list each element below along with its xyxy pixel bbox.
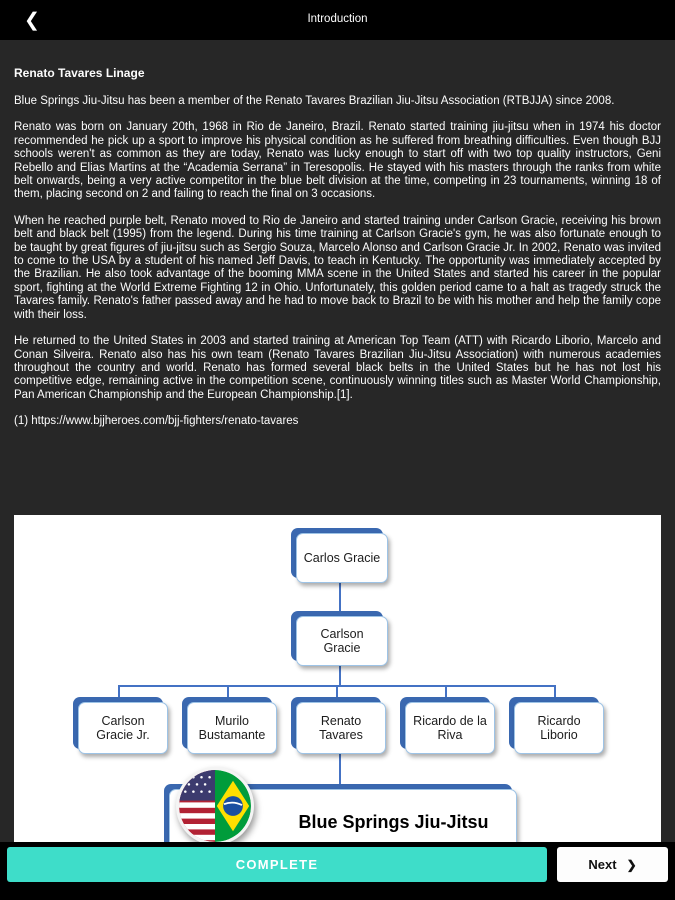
tree-node-carlos-gracie bbox=[291, 528, 383, 578]
tree-node-renato-tavares bbox=[291, 697, 381, 749]
connector-line bbox=[336, 685, 338, 697]
chevron-right-icon: ❯ bbox=[626, 857, 637, 872]
tree-node-label: Ricardo de la Riva bbox=[405, 702, 495, 754]
connector-line bbox=[554, 685, 556, 697]
next-button[interactable] bbox=[557, 847, 668, 882]
article-content bbox=[0, 40, 675, 442]
tree-node-label: Carlson Gracie bbox=[296, 616, 388, 666]
bottom-bar bbox=[0, 842, 675, 900]
flags-svg bbox=[179, 770, 251, 842]
usa-brazil-flags-icon bbox=[176, 767, 254, 842]
connector-line bbox=[227, 685, 229, 697]
connector-line bbox=[339, 666, 341, 685]
tree-node-label: Carlson Gracie Jr. bbox=[78, 702, 168, 754]
top-bar bbox=[0, 0, 675, 40]
complete-button[interactable]: COMPLETE bbox=[7, 847, 547, 882]
connector-line bbox=[118, 685, 120, 697]
tree-node-ricardo-liborio bbox=[509, 697, 599, 749]
tree-node-label: Carlos Gracie bbox=[296, 533, 388, 583]
paragraph: When he reached purple belt, Renato moved to Rio de Janeiro and started training under Carlson Gracie, receiving his brown belt and black belt (1995) from the legend. During his time training at Carlson Gracie's gym, he was also fortunate enough to be taught by great figures of jiu-jitsu such as Sergio Souza, Marcelo Alonso and Carlson Gracie Jr. In 2002, Renato was invited to come to the USA by a student of his named Jeff Davis, to teach in Kentucky. The opportunity was immediately accepted by the Brazilian. He also took advantage of the booming MMA scene in the United States and started his career in the popular sport, fighting at the World Extreme Fighting 12 in Ohio. Unfortunately, this golden period came to a halt as tragedy struck the Tavares family. Renato's father passed away and he had to move back to Brazil to be with his mother and help the family cope with their loss. bbox=[14, 214, 661, 321]
lineage-diagram-panel bbox=[14, 515, 661, 842]
connector-line bbox=[339, 583, 341, 611]
tree-node-carlson-gracie bbox=[291, 611, 383, 661]
paragraph: Renato was born on January 20th, 1968 in Rio de Janeiro, Brazil. Renato started training jiu-jitsu when in 1974 his doctor recommended he pick up a sport to improve his physical condition as he suffered from breathing difficulties. Even though BJJ schools weren't as common as they are today, Renato was lucky enough to start off with two top quality instructors, Geni Rebello and Elias Martins at the “Academia Serrana” in Teresopolis. He stayed with his masters through the ranks from white belt onwards, being a very active competitor in the blue belt division at the time, competing in 23 tournaments, winning 18 of them, placing second on 2 and failing to reach the final on 3 occasions. bbox=[14, 121, 661, 201]
connector-line bbox=[445, 685, 447, 697]
back-icon: ❮ bbox=[24, 9, 40, 31]
tree-node-label: Ricardo Liborio bbox=[514, 702, 604, 754]
tree-node-label: Murilo Bustamante bbox=[187, 702, 277, 754]
connector-line bbox=[339, 754, 341, 784]
tree-node-murilo-bustamante bbox=[182, 697, 272, 749]
paragraph: He returned to the United States in 2003 and started training at American Top Team (ATT) with Ricardo Liborio, Marcelo and Conan Silveira. Renato also has his own team (Renato Tavares Brazilian Jiu-Jitsu Association) with numerous academies throughout the country and world. Renato has formed several black belts in the United States but he has not lost his competitive edge, remaining active in the competition scene, continuously winning titles such as Master World Championship, Pan American Championship and the European Championship.[1]. bbox=[14, 335, 661, 401]
page-title: Introduction bbox=[307, 13, 368, 25]
next-label: Next bbox=[588, 857, 617, 872]
team-label: Blue Springs Jiu-Jitsu bbox=[298, 812, 489, 832]
article-heading: Renato Tavares Linage bbox=[14, 66, 145, 80]
tree-node-carlson-gracie-jr bbox=[73, 697, 163, 749]
tree-node-label: Renato Tavares bbox=[296, 702, 386, 754]
paragraph: Blue Springs Jiu-Jitsu has been a member of the Renato Tavares Brazilian Jiu-Jitsu Association (RTBJJA) since 2008. bbox=[14, 95, 615, 107]
tree-node-ricardo-de-la-riva bbox=[400, 697, 490, 749]
citation-text: (1) https://www.bjjheroes.com/bjj-fighters/renato-tavares bbox=[14, 415, 299, 428]
